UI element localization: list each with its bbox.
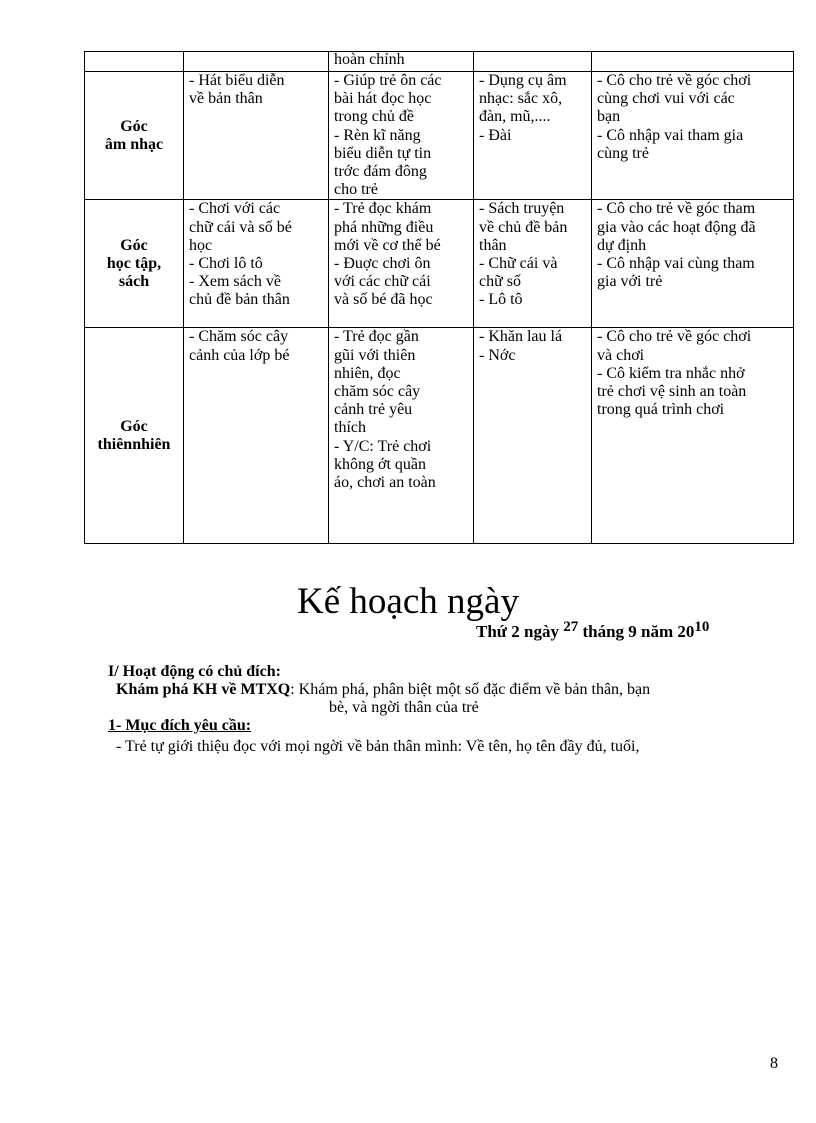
cell-line: và số bé đã học — [334, 291, 433, 309]
subject-line: Khám phá KH về MTXQ: Khám phá, phân biệt một số đặc điểm về bản thân, bạn — [116, 681, 651, 698]
page-number: 8 — [770, 1055, 778, 1072]
cell-line: - Chơi với các — [189, 200, 281, 218]
plan-date: Thứ 2 ngày 27 tháng 9 năm 2010 — [476, 619, 710, 641]
cell-line: áo, chơi an toàn — [334, 474, 436, 492]
cell-line: học — [189, 236, 213, 254]
cell-line: - Lô tô — [479, 291, 523, 309]
cell-line: bạn — [597, 108, 621, 126]
cell-line: về bản thân — [189, 90, 263, 108]
cell-line: Góc — [120, 117, 148, 135]
cell-line: chăm sóc cây — [334, 383, 421, 401]
cell-line: cùng trẻ — [597, 144, 649, 162]
cell-line: cảnh trẻ yêu — [334, 401, 413, 419]
cell-line: trong chủ đề — [334, 108, 414, 126]
cell-line: - Chơi lô tô — [189, 255, 263, 273]
cell-line: - Chăm sóc cây — [189, 328, 289, 346]
cell-line: - Hát biểu diễn — [189, 72, 285, 89]
cell-line: chủ đề bản thân — [189, 291, 290, 309]
cell-line: - Cô cho trẻ về góc tham — [597, 200, 756, 218]
cell-line: Góc — [120, 417, 148, 435]
cell-line: bài hát đọc học — [334, 90, 432, 108]
section-heading: I/ Hoạt động có chủ đích: — [108, 663, 281, 680]
cell-line: Góc — [120, 236, 148, 254]
cell-corner — [85, 72, 184, 200]
cell-line: hoàn chỉnh — [334, 51, 405, 68]
cell-line: dự định — [597, 236, 647, 254]
cell-goals — [329, 52, 474, 72]
cell-materials — [474, 200, 592, 328]
cell-line: và chơi — [597, 346, 645, 364]
cell-line: - Y/C: Trẻ chơi — [334, 437, 432, 455]
cell-line: mới về cơ thể bé — [334, 236, 441, 254]
cell-line: - Giúp trẻ ôn các — [334, 72, 442, 89]
cell-line: - Dụng cụ âm — [479, 72, 567, 89]
cell-line: - Cô kiểm tra nhắc nhở — [597, 364, 745, 382]
cell-line: - Chữ cái và — [479, 255, 558, 273]
cell-guidance — [592, 72, 794, 200]
table-row — [85, 52, 794, 72]
cell-goals — [329, 200, 474, 328]
page-title: Kế hoạch ngày — [297, 581, 519, 622]
cell-line: - Xem sách về — [189, 273, 281, 291]
cell-line: trớc đám đông — [334, 163, 427, 181]
cell-line: không ớt quần — [334, 455, 427, 473]
goal-line: - Trẻ tự giới thiệu đọc với mọi ngời về bản thân mình: Về tên, họ tên đầy đủ, tuổi, — [116, 738, 640, 755]
table-row — [85, 200, 794, 328]
cell-line: với các chữ cái — [334, 273, 431, 291]
cell-line: gia với trẻ — [597, 273, 663, 291]
cell-line: - Khăn lau lá — [479, 328, 563, 346]
cell-line: - Đuợc chơi ôn — [334, 255, 431, 273]
cell-line: cảnh của lớp bé — [189, 346, 290, 364]
cell-line: thân — [479, 236, 507, 254]
cell-corner — [85, 52, 184, 72]
cell-guidance — [592, 200, 794, 328]
cell-line: chữ số — [479, 273, 521, 291]
cell-line: - Cô nhập vai cùng tham — [597, 255, 755, 273]
cell-line: phá những điều — [334, 218, 434, 236]
cell-guidance — [592, 328, 794, 544]
cell-line: - Rèn kĩ năng — [334, 126, 421, 144]
cell-line: cho trẻ — [334, 181, 378, 199]
cell-line: - Cô cho trẻ về góc chơi — [597, 72, 752, 89]
table-row — [85, 72, 794, 200]
activity-corners-table — [84, 51, 794, 544]
cell-line: gia vào các hoạt động đã — [597, 218, 756, 236]
cell-materials — [474, 328, 592, 544]
cell-materials — [474, 72, 592, 200]
cell-line: thiênnhiên — [97, 435, 171, 453]
cell-line: đàn, mũ,.... — [479, 108, 551, 126]
cell-corner — [85, 200, 184, 328]
cell-line: - Cô cho trẻ về góc chơi — [597, 328, 752, 346]
cell-goals — [329, 328, 474, 544]
cell-line: gũi với thiên — [334, 346, 416, 364]
cell-line: âm nhạc — [104, 135, 164, 153]
cell-activities — [184, 200, 329, 328]
cell-goals — [329, 72, 474, 200]
table-row — [85, 328, 794, 544]
cell-line: biểu diễn tự tin — [334, 144, 432, 162]
cell-line: - Đài — [479, 126, 512, 144]
cell-activities — [184, 328, 329, 544]
cell-line: - Trẻ đọc gần — [334, 328, 419, 346]
cell-materials — [474, 52, 592, 72]
cell-line: nhiên, đọc — [334, 364, 401, 382]
cell-line: chữ cái và số bé — [189, 218, 292, 236]
cell-line: cùng chơi vui với các — [597, 90, 735, 108]
cell-line: học tập, — [106, 254, 162, 272]
cell-line: thích — [334, 419, 366, 437]
cell-line: - Trẻ đọc khám — [334, 200, 432, 218]
subject-line-cont: bè, và ngời thân của trẻ — [329, 699, 479, 716]
cell-corner — [85, 328, 184, 544]
cell-activities — [184, 72, 329, 200]
cell-line: - Cô nhập vai tham gia — [597, 126, 744, 144]
cell-line: trong quá trình chơi — [597, 401, 725, 419]
goal-heading: 1- Mục đích yêu cầu: — [108, 717, 252, 734]
cell-line: trẻ chơi vệ sinh an toàn — [597, 383, 747, 401]
cell-line: - Sách truyện — [479, 200, 565, 218]
cell-guidance — [592, 52, 794, 72]
cell-line: - Nớc — [479, 346, 516, 364]
cell-activities — [184, 52, 329, 72]
cell-line: về chủ đề bản — [479, 218, 568, 236]
cell-line: nhạc: sắc xô, — [479, 90, 563, 108]
cell-line: sách — [118, 273, 150, 291]
